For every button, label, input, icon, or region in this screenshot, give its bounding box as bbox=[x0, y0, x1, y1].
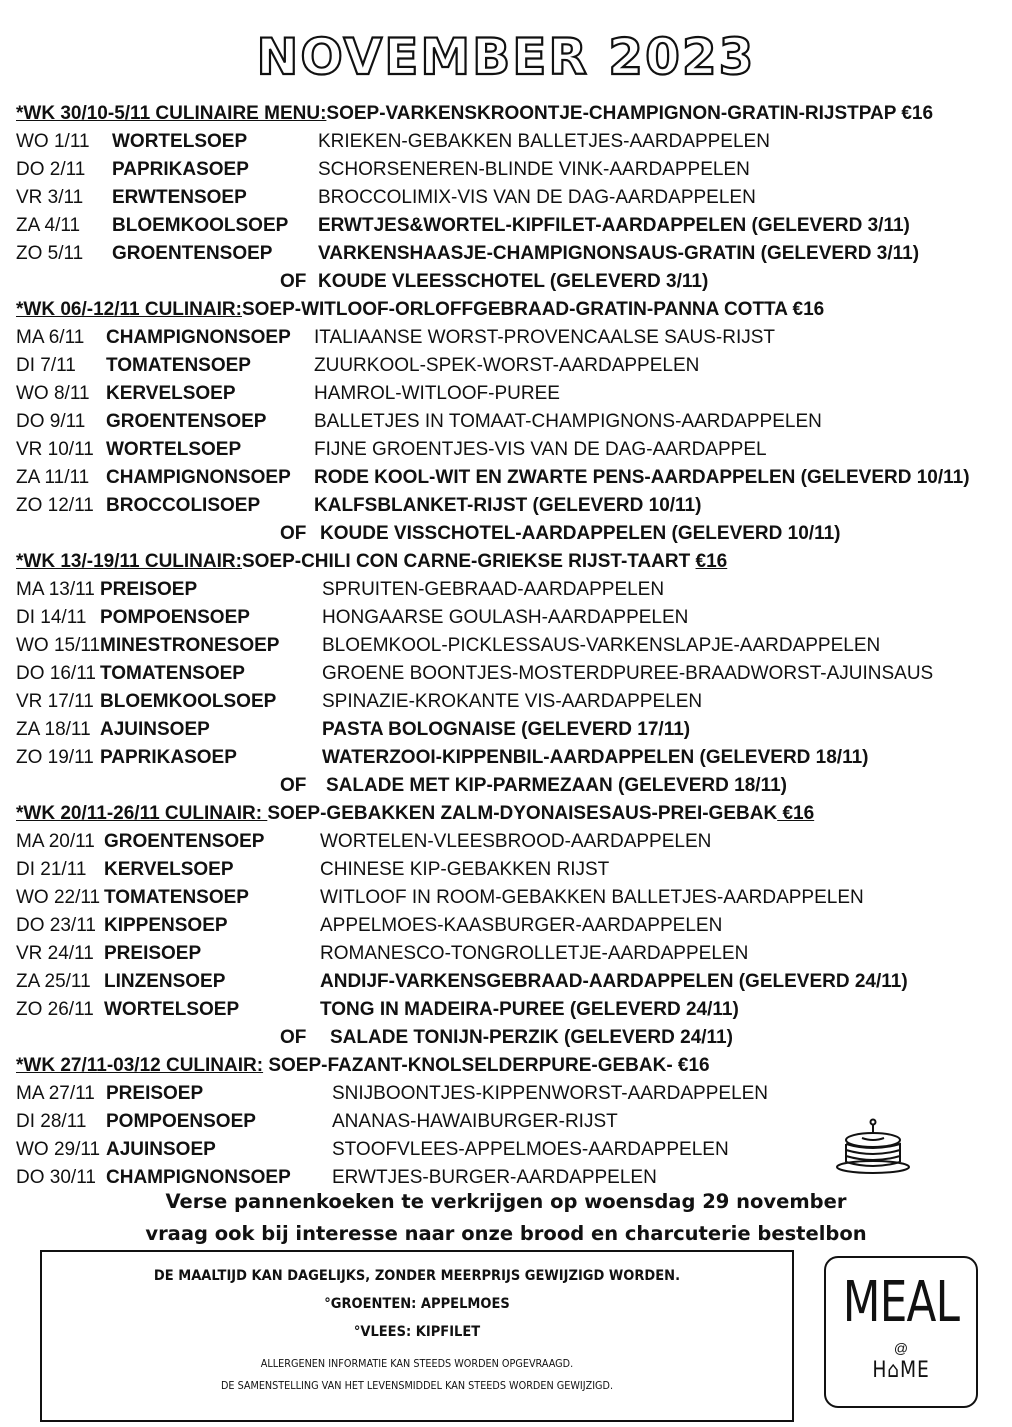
menu-day-meal: HONGAARSE GOULASH-AARDAPPELEN bbox=[322, 607, 689, 628]
menu-day-row bbox=[16, 240, 1006, 268]
menu-day-row bbox=[16, 688, 1006, 716]
menu-day-date: MA 6/11 bbox=[16, 327, 85, 348]
menu-day-date: VR 3/11 bbox=[16, 187, 84, 208]
menu-day-date: MA 13/11 bbox=[16, 579, 95, 600]
menu-day-soup: PAPRIKASOEP bbox=[112, 159, 249, 180]
menu-day-meal: BLOEMKOOL-PICKLESSAUS-VARKENSLAPJE-AARDAPPELEN bbox=[322, 635, 881, 656]
menu-day-date: DO 9/11 bbox=[16, 411, 86, 432]
menu-day-soup: PREISOEP bbox=[106, 1083, 204, 1104]
week-header bbox=[16, 800, 1006, 828]
menu-day-row bbox=[16, 408, 1006, 436]
menu-day-date: DO 30/11 bbox=[16, 1167, 96, 1188]
alternative-meal: SALADE MET KIP-PARMEZAAN (GELEVERD 18/11) bbox=[326, 775, 787, 796]
menu-day-meal: WATERZOOI-KIPPENBIL-AARDAPPELEN (GELEVERD 18/11) bbox=[322, 747, 869, 768]
menu-day-row bbox=[16, 828, 1006, 856]
menu-day-meal: STOOFVLEES-APPELMOES-AARDAPPELEN bbox=[332, 1139, 729, 1160]
menu-day-row bbox=[16, 716, 1006, 744]
menu-day-row bbox=[16, 660, 1006, 688]
menu-day-date: DI 14/11 bbox=[16, 607, 87, 628]
menu-day-soup: TOMATENSOEP bbox=[106, 355, 251, 376]
week-header-menu: SOEP-CHILI CON CARNE-GRIEKSE RIJST-TAART bbox=[241, 551, 696, 572]
note-composition: DE SAMENSTELLING VAN HET LEVENSMIDDEL KAN STEEDS WORDEN GEWIJZIGD. bbox=[220, 1380, 614, 1392]
menu-day-soup: AJUINSOEP bbox=[100, 719, 210, 740]
menu-day-soup: PAPRIKASOEP bbox=[100, 747, 237, 768]
menu-day-date: DO 23/11 bbox=[16, 915, 96, 936]
menu-day-row bbox=[16, 380, 1006, 408]
week-header-label: *WK 20/11-26/11 CULINAIR: bbox=[16, 803, 268, 824]
menu-day-date: VR 10/11 bbox=[16, 439, 94, 460]
logo-home: H⌂ME bbox=[872, 1358, 930, 1383]
menu-day-row bbox=[16, 968, 1006, 996]
menu-alternative-row bbox=[16, 520, 1006, 548]
menu-day-row bbox=[16, 436, 1006, 464]
week-header-menu: SOEP-WITLOOF-ORLOFFGEBRAAD-GRATIN-PANNA COTTA €16 bbox=[241, 299, 825, 320]
week-header-price: €16 bbox=[695, 551, 728, 572]
menu-day-date: WO 22/11 bbox=[16, 887, 101, 908]
menu-day-date: WO 1/11 bbox=[16, 131, 90, 152]
week-header-label: *WK 27/11-03/12 CULINAIR: bbox=[16, 1055, 264, 1076]
note-allergens: ALLERGENEN INFORMATIE KAN STEEDS WORDEN OPGEVRAAGD. bbox=[260, 1358, 574, 1370]
menu-alternative-row bbox=[16, 772, 1006, 800]
menu-day-meal: ERWTJES-BURGER-AARDAPPELEN bbox=[332, 1167, 657, 1188]
menu-day-soup: ERWTENSOEP bbox=[112, 187, 247, 208]
menu-day-row bbox=[16, 184, 1006, 212]
menu-day-soup: WORTELSOEP bbox=[104, 999, 240, 1020]
menu-day-meal: SCHORSENEREN-BLINDE VINK-AARDAPPELEN bbox=[318, 159, 750, 180]
week-header bbox=[16, 296, 1006, 324]
menu-day-date: WO 29/11 bbox=[16, 1139, 101, 1160]
menu-day-meal: KRIEKEN-GEBAKKEN BALLETJES-AARDAPPELEN bbox=[318, 131, 770, 152]
week-header-price: €16 bbox=[777, 803, 815, 824]
menu-day-meal: SPRUITEN-GEBRAAD-AARDAPPELEN bbox=[322, 579, 665, 600]
menu-alternative-row bbox=[16, 1024, 1006, 1052]
logo-at: @ bbox=[893, 1340, 909, 1356]
menu-day-row bbox=[16, 324, 1006, 352]
menu-day-date: DO 16/11 bbox=[16, 663, 96, 684]
menu-day-soup: TOMATENSOEP bbox=[100, 663, 245, 684]
menu-day-date: ZA 18/11 bbox=[16, 719, 91, 740]
menu-day-meal: ANANAS-HAWAIBURGER-RIJST bbox=[332, 1111, 618, 1132]
menu-day-soup: KERVELSOEP bbox=[104, 859, 234, 880]
alternative-meal: KOUDE VISSCHOTEL-AARDAPPELEN (GELEVERD 10/11) bbox=[320, 523, 841, 544]
menu-day-date: ZO 12/11 bbox=[16, 495, 94, 516]
menu-day-soup: PREISOEP bbox=[100, 579, 198, 600]
menu-day-row bbox=[16, 576, 1006, 604]
promo-pancakes: Verse pannenkoeken te verkrijgen op woensdag 29 november bbox=[165, 1190, 847, 1213]
menu-day-soup: WORTELSOEP bbox=[106, 439, 242, 460]
menu-day-meal: RODE KOOL-WIT EN ZWARTE PENS-AARDAPPELEN (GELEVERD 10/11) bbox=[314, 467, 970, 488]
pancake-stack-icon bbox=[834, 1118, 912, 1176]
menu-day-meal: FIJNE GROENTJES-VIS VAN DE DAG-AARDAPPEL bbox=[314, 439, 767, 460]
menu-day-row bbox=[16, 352, 1006, 380]
menu-day-meal: CHINESE KIP-GEBAKKEN RIJST bbox=[320, 859, 610, 880]
menu-day-date: WO 15/11 bbox=[16, 635, 101, 656]
menu-day-soup: LINZENSOEP bbox=[104, 971, 226, 992]
menu-day-date: ZO 26/11 bbox=[16, 999, 94, 1020]
week-header-label: *WK 30/10-5/11 CULINAIRE MENU: bbox=[16, 103, 327, 124]
logo-word: MEAL bbox=[842, 1270, 960, 1335]
menu-day-soup: GROENTENSOEP bbox=[106, 411, 267, 432]
note-meal-change: DE MAALTIJD KAN DAGELIJKS, ZONDER MEERPRIJS GEWIJZIGD WORDEN. bbox=[153, 1268, 681, 1284]
menu-day-soup: KERVELSOEP bbox=[106, 383, 236, 404]
alternative-meal: SALADE TONIJN-PERZIK (GELEVERD 24/11) bbox=[330, 1027, 733, 1048]
weekly-menu bbox=[16, 100, 1006, 1192]
week-header-label: *WK 13/-19/11 CULINAIR: bbox=[16, 551, 242, 572]
menu-day-meal: KALFSBLANKET-RIJST (GELEVERD 10/11) bbox=[314, 495, 702, 516]
menu-day-row bbox=[16, 884, 1006, 912]
alternative-or-label: OF bbox=[280, 1027, 307, 1048]
menu-day-date: DI 7/11 bbox=[16, 355, 76, 376]
menu-day-date: DO 2/11 bbox=[16, 159, 86, 180]
alternative-meal: KOUDE VLEESSCHOTEL (GELEVERD 3/11) bbox=[318, 271, 709, 292]
menu-day-date: VR 24/11 bbox=[16, 943, 94, 964]
menu-day-meal: VARKENSHAASJE-CHAMPIGNONSAUS-GRATIN (GELEVERD 3/11) bbox=[318, 243, 920, 264]
menu-day-soup: BROCCOLISOEP bbox=[106, 495, 261, 516]
menu-day-soup: GROENTENSOEP bbox=[104, 831, 265, 852]
notes-box bbox=[40, 1250, 794, 1422]
week-header bbox=[16, 1052, 1006, 1080]
menu-day-meal: ROMANESCO-TONGROLLETJE-AARDAPPELEN bbox=[320, 943, 749, 964]
menu-day-date: ZO 19/11 bbox=[16, 747, 94, 768]
menu-day-soup: PREISOEP bbox=[104, 943, 202, 964]
menu-day-date: WO 8/11 bbox=[16, 383, 90, 404]
menu-day-date: ZA 4/11 bbox=[16, 215, 81, 236]
menu-day-row bbox=[16, 1080, 1006, 1108]
menu-day-row bbox=[16, 912, 1006, 940]
menu-day-soup: AJUINSOEP bbox=[106, 1139, 216, 1160]
menu-day-soup: CHAMPIGNONSOEP bbox=[106, 1167, 291, 1188]
menu-day-meal: PASTA BOLOGNAISE (GELEVERD 17/11) bbox=[322, 719, 691, 740]
menu-day-row bbox=[16, 212, 1006, 240]
menu-day-meal: WITLOOF IN ROOM-GEBAKKEN BALLETJES-AARDAPPELEN bbox=[320, 887, 864, 908]
menu-day-date: DI 28/11 bbox=[16, 1111, 87, 1132]
note-vegetables: °GROENTEN: APPELMOES bbox=[324, 1296, 510, 1312]
menu-day-soup: MINESTRONESOEP bbox=[100, 635, 280, 656]
menu-day-meal: APPELMOES-KAASBURGER-AARDAPPELEN bbox=[320, 915, 723, 936]
menu-day-date: MA 27/11 bbox=[16, 1083, 95, 1104]
menu-day-meal: ZUURKOOL-SPEK-WORST-AARDAPPELEN bbox=[314, 355, 700, 376]
menu-day-meal: BALLETJES IN TOMAAT-CHAMPIGNONS-AARDAPPELEN bbox=[314, 411, 822, 432]
menu-day-row bbox=[16, 940, 1006, 968]
menu-day-row bbox=[16, 464, 1006, 492]
menu-day-date: DI 21/11 bbox=[16, 859, 87, 880]
menu-day-soup: POMPOENSOEP bbox=[100, 607, 250, 628]
menu-day-meal: ANDIJF-VARKENSGEBRAAD-AARDAPPELEN (GELEVERD 24/11) bbox=[320, 971, 908, 992]
menu-day-row bbox=[16, 632, 1006, 660]
menu-day-meal: BROCCOLIMIX-VIS VAN DE DAG-AARDAPPELEN bbox=[318, 187, 756, 208]
meal-at-home-logo bbox=[824, 1256, 978, 1408]
menu-day-soup: WORTELSOEP bbox=[112, 131, 248, 152]
menu-day-date: ZO 5/11 bbox=[16, 243, 84, 264]
alternative-or-label: OF bbox=[280, 523, 307, 544]
menu-day-date: ZA 11/11 bbox=[16, 467, 90, 488]
menu-day-soup: GROENTENSOEP bbox=[112, 243, 273, 264]
menu-day-row bbox=[16, 856, 1006, 884]
menu-day-meal: GROENE BOONTJES-MOSTERDPUREE-BRAADWORST-AJUINSAUS bbox=[322, 663, 934, 684]
menu-day-meal: ERWTJES&WORTEL-KIPFILET-AARDAPPELEN (GELEVERD 3/11) bbox=[318, 215, 910, 236]
note-meat: °VLEES: KIPFILET bbox=[353, 1324, 481, 1340]
menu-day-date: ZA 25/11 bbox=[16, 971, 91, 992]
menu-day-meal: TONG IN MADEIRA-PUREE (GELEVERD 24/11) bbox=[320, 999, 739, 1020]
menu-day-row bbox=[16, 492, 1006, 520]
menu-day-row bbox=[16, 996, 1006, 1024]
menu-day-soup: CHAMPIGNONSOEP bbox=[106, 467, 291, 488]
menu-day-meal: SPINAZIE-KROKANTE VIS-AARDAPPELEN bbox=[322, 691, 703, 712]
menu-day-soup: BLOEMKOOLSOEP bbox=[100, 691, 277, 712]
week-header-menu: SOEP-VARKENSKROONTJE-CHAMPIGNON-GRATIN-RIJSTPAP €16 bbox=[326, 103, 934, 124]
week-header-label: *WK 06/-12/11 CULINAIR: bbox=[16, 299, 242, 320]
menu-day-date: VR 17/11 bbox=[16, 691, 94, 712]
menu-day-meal: WORTELEN-VLEESBROOD-AARDAPPELEN bbox=[320, 831, 712, 852]
alternative-or-label: OF bbox=[280, 775, 307, 796]
menu-day-row bbox=[16, 128, 1006, 156]
menu-day-soup: BLOEMKOOLSOEP bbox=[112, 215, 289, 236]
menu-day-soup: TOMATENSOEP bbox=[104, 887, 249, 908]
promo-order-form: vraag ook bij interesse naar onze brood en charcuterie bestelbon bbox=[145, 1222, 867, 1245]
week-header-menu: SOEP-GEBAKKEN ZALM-DYONAISESAUS-PREI-GEBAK bbox=[267, 803, 778, 824]
menu-day-row bbox=[16, 604, 1006, 632]
menu-day-row bbox=[16, 744, 1006, 772]
menu-day-meal: SNIJBOONTJES-KIPPENWORST-AARDAPPELEN bbox=[332, 1083, 769, 1104]
week-header bbox=[16, 548, 1006, 576]
week-header-menu: SOEP-FAZANT-KNOLSELDERPURE-GEBAK- €16 bbox=[263, 1055, 710, 1076]
menu-day-soup: POMPOENSOEP bbox=[106, 1111, 256, 1132]
menu-alternative-row bbox=[16, 268, 1006, 296]
week-header bbox=[16, 100, 1006, 128]
menu-day-soup: CHAMPIGNONSOEP bbox=[106, 327, 291, 348]
menu-day-row bbox=[16, 156, 1006, 184]
page-title: NOVEMBER 2023 bbox=[256, 28, 756, 86]
menu-day-meal: HAMROL-WITLOOF-PUREE bbox=[314, 383, 560, 404]
alternative-or-label: OF bbox=[280, 271, 307, 292]
menu-day-soup: KIPPENSOEP bbox=[104, 915, 228, 936]
menu-day-date: MA 20/11 bbox=[16, 831, 95, 852]
menu-day-meal: ITALIAANSE WORST-PROVENCAALSE SAUS-RIJST bbox=[314, 327, 776, 348]
